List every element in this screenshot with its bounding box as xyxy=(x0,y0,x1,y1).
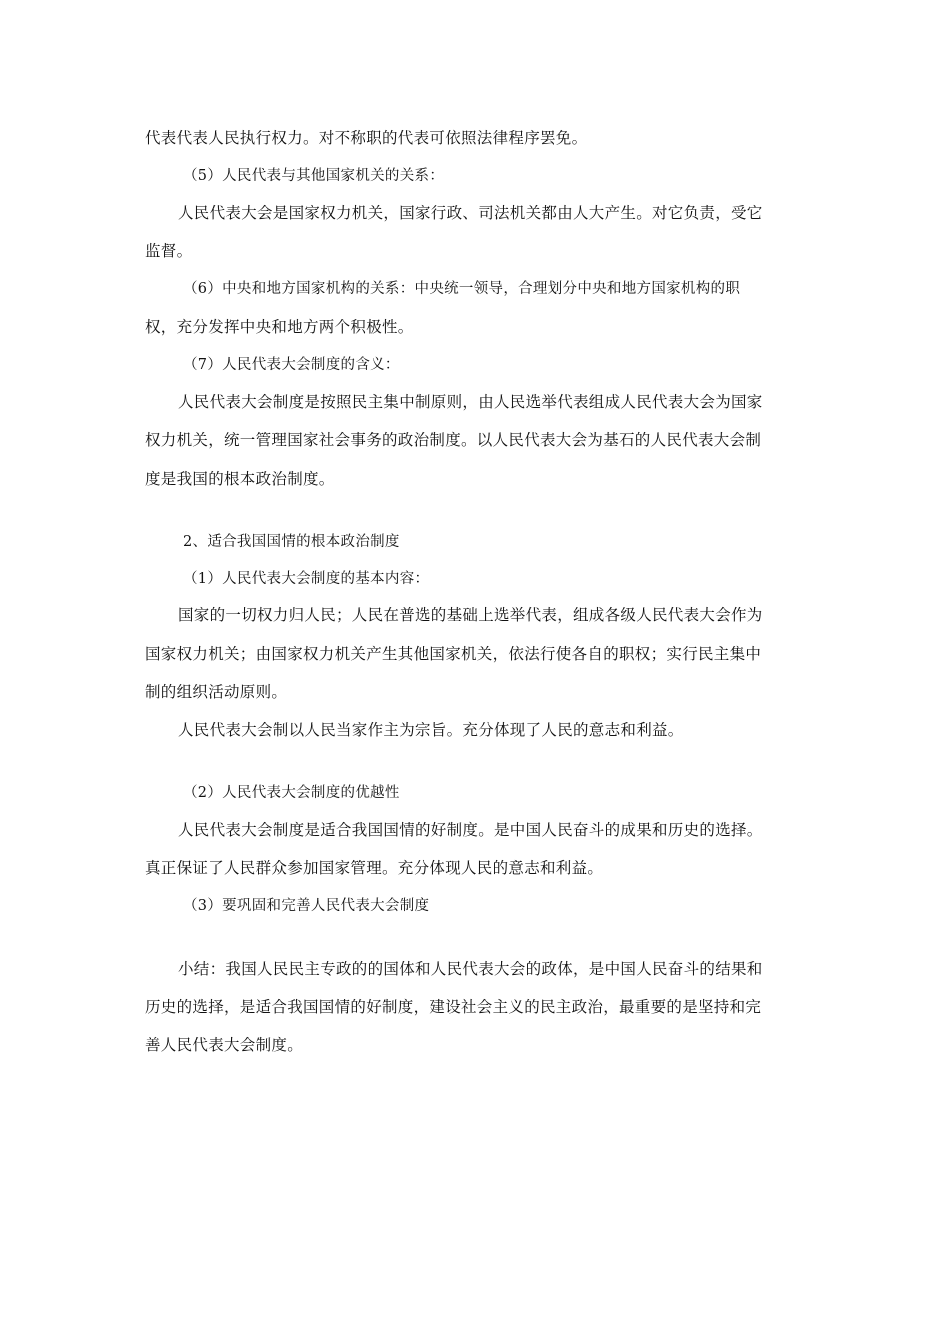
subheading-5: （5）人民代表与其他国家机关的关系： xyxy=(183,168,445,184)
summary-line: 小结：我国人民民主专政的的国体和人民代表大会的政体，是中国人民奋斗的结果和 xyxy=(178,960,763,978)
subheading-6: （6）中央和地方国家机构的关系：中央统一领导，合理划分中央和地方国家机构的职 xyxy=(183,281,741,297)
text-line: 人民代表大会制度是适合我国国情的好制度。是中国人民奋斗的成果和历史的选择。 xyxy=(178,821,763,839)
section-heading-2: 2、适合我国国情的根本政治制度 xyxy=(183,534,400,550)
text-line: 权力机关，统一管理国家社会事务的政治制度。以人民代表大会为基石的人民代表大会制 xyxy=(145,431,762,449)
summary-line: 历史的选择，是适合我国国情的好制度，建设社会主义的民主政治，最重要的是坚持和完 xyxy=(145,998,762,1016)
text-line: 国家权力机关；由国家权力机关产生其他国家机关，依法行使各自的职权；实行民主集中 xyxy=(145,645,762,663)
text-line: 真正保证了人民群众参加国家管理。充分体现人民的意志和利益。 xyxy=(145,859,604,877)
text-line: 人民代表大会制度是按照民主集中制原则，由人民选举代表组成人民代表大会为国家 xyxy=(178,393,763,411)
subheading-3: （3）要巩固和完善人民代表大会制度 xyxy=(183,898,430,914)
text-line: 人民代表大会制以人民当家作主为宗旨。充分体现了人民的意志和利益。 xyxy=(178,721,684,739)
subheading-1: （1）人民代表大会制度的基本内容： xyxy=(183,571,430,587)
text-line: 国家的一切权力归人民；人民在普选的基础上选举代表，组成各级人民代表大会作为 xyxy=(178,606,763,624)
subheading-7: （7）人民代表大会制度的含义： xyxy=(183,357,400,373)
text-line: 制的组织活动原则。 xyxy=(145,683,288,701)
subheading-2: （2）人民代表大会制度的优越性 xyxy=(183,785,400,801)
text-line: 度是我国的根本政治制度。 xyxy=(145,470,335,488)
text-line: 权，充分发挥中央和地方两个积极性。 xyxy=(145,318,414,336)
summary-line: 善人民代表大会制度。 xyxy=(145,1036,304,1054)
text-line: 监督。 xyxy=(145,242,193,260)
text-line: 人民代表大会是国家权力机关，国家行政、司法机关都由人大产生。对它负责，受它 xyxy=(178,204,763,222)
text-line: 代表代表人民执行权力。对不称职的代表可依照法律程序罢免。 xyxy=(145,129,588,147)
